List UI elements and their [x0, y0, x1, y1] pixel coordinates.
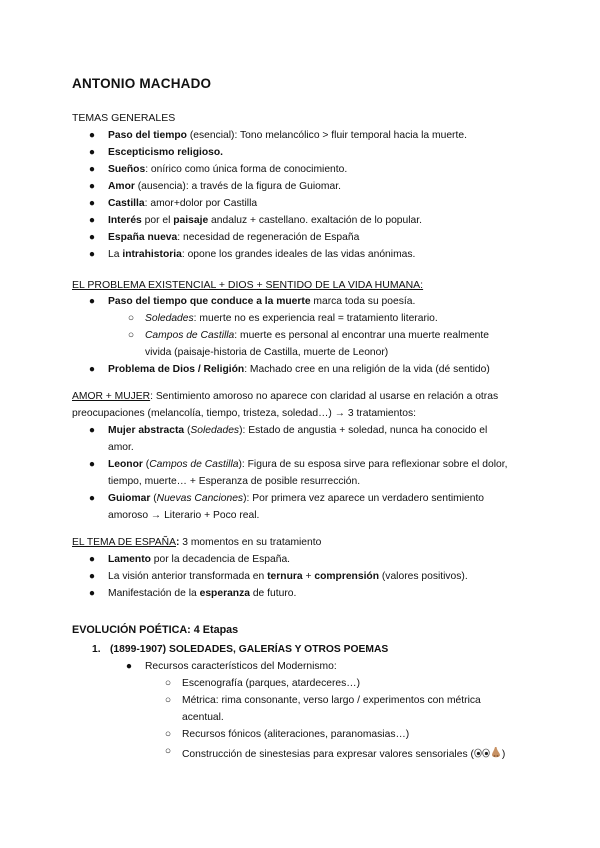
- stage-title: (1899-1907) SOLEDADES, GALERÍAS Y OTROS POEMAS: [110, 644, 389, 655]
- section-heading-espana: EL TEMA DE ESPAÑA: [72, 537, 176, 548]
- espana-intro-line: EL TEMA DE ESPAÑA: 3 momentos en su tratamiento: [72, 537, 322, 548]
- section-heading-evolucion: EVOLUCIÓN POÉTICA: 4 Etapas: [72, 624, 239, 636]
- list-subitem: Recursos fónicos (aliteraciones, paranomasias…): [182, 729, 410, 740]
- list-item: Manifestación de la esperanza de futuro.: [108, 588, 297, 599]
- bullet-icon: ●: [125, 661, 133, 672]
- bullet-icon: ●: [88, 249, 96, 260]
- section-heading-problema: EL PROBLEMA EXISTENCIAL + DIOS + SENTIDO DE LA VIDA HUMANA:: [72, 279, 424, 291]
- stage-number: 1.: [92, 644, 101, 655]
- list-item-continuation: amor.: [108, 442, 134, 453]
- list-item: Escepticismo religioso.: [108, 147, 224, 158]
- list-item: Sueños: onírico como única forma de conocimiento.: [108, 164, 348, 175]
- bullet-icon: ●: [88, 215, 96, 226]
- list-item: La visión anterior transformada en ternura + comprensión (valores positivos).: [108, 571, 468, 582]
- list-subitem: Escenografía (parques, atardeceres…): [182, 678, 360, 689]
- section-heading-amor: AMOR + MUJER: [72, 391, 151, 402]
- list-item: Lamento por la decadencia de España.: [108, 554, 291, 565]
- list-item: Leonor (Campos de Castilla): Figura de su esposa sirve para reflexionar sobre el dolor,: [108, 459, 508, 470]
- list-item-continuation: tiempo, muerte… + Esperanza de posible resurrección.: [108, 476, 361, 487]
- bullet-icon: ●: [88, 164, 96, 175]
- bullet-icon: ●: [88, 364, 96, 375]
- bullet-icon: ●: [88, 425, 96, 436]
- bullet-icon: ●: [88, 232, 96, 243]
- list-item-continuation: amoroso → Literario + Poco real.: [108, 510, 260, 521]
- list-item: Guiomar (Nuevas Canciones): Por primera vez aparece un verdadero sentimiento: [108, 493, 485, 504]
- list-subitem: Construcción de sinestesias para expresar valores sensoriales ( ): [182, 746, 505, 760]
- list-item: La intrahistoria: opone los grandes ideales de las vidas anónimas.: [108, 249, 416, 260]
- list-item: Problema de Dios / Religión: Machado cree en una religión de la vida (dé sentido): [108, 364, 490, 375]
- bullet-icon: ●: [88, 493, 96, 504]
- list-item: Castilla: amor+dolor por Castilla: [108, 198, 258, 209]
- eyes-icon: [474, 748, 490, 758]
- circle-bullet-icon: ○: [127, 330, 135, 341]
- list-subitem-continuation: vivida (paisaje-historia de Castilla, muerte de Leonor): [145, 347, 389, 358]
- amor-intro-continuation: preocupaciones (melancolía, tiempo, tristeza, soledad…) → 3 tratamientos:: [72, 408, 416, 419]
- circle-bullet-icon: ○: [164, 729, 172, 740]
- bullet-icon: ●: [88, 147, 96, 158]
- amor-intro-line: AMOR + MUJER: Sentimiento amoroso no aparece con claridad al usarse en relación a otras: [72, 391, 499, 402]
- list-item: Interés por el paisaje andaluz + castellano. exaltación de lo popular.: [108, 215, 422, 226]
- circle-bullet-icon: ○: [127, 313, 135, 324]
- bullet-icon: ●: [88, 130, 96, 141]
- list-item: Paso del tiempo que conduce a la muerte marca toda su poesía.: [108, 296, 416, 307]
- list-item: Amor (ausencia): a través de la figura de Guiomar.: [108, 181, 341, 192]
- document-title: ANTONIO MACHADO: [72, 76, 212, 91]
- list-subitem: Métrica: rima consonante, verso largo / experimentos con métrica: [182, 695, 481, 706]
- bullet-icon: ●: [88, 588, 96, 599]
- list-subitem: Campos de Castilla: muerte es personal al encontrar una muerte realmente: [145, 330, 489, 341]
- bullet-icon: ●: [88, 459, 96, 470]
- bullet-icon: ●: [88, 198, 96, 209]
- list-item: Paso del tiempo (esencial): Tono melancólico > fluir temporal hacia la muerte.: [108, 130, 467, 141]
- list-item: España nueva: necesidad de regeneración de España: [108, 232, 360, 243]
- list-subitem-continuation: acentual.: [182, 712, 224, 723]
- list-subitem: Soledades: muerte no es experiencia real = tratamiento literario.: [145, 313, 438, 324]
- bullet-icon: ●: [88, 571, 96, 582]
- list-item: Mujer abstracta (Soledades): Estado de angustia + soledad, nunca ha conocido el: [108, 425, 488, 436]
- circle-bullet-icon: ○: [164, 678, 172, 689]
- circle-bullet-icon: ○: [164, 695, 172, 706]
- bullet-icon: ●: [88, 554, 96, 565]
- bullet-icon: ●: [88, 296, 96, 307]
- list-item: Recursos característicos del Modernismo:: [145, 661, 337, 672]
- bullet-icon: ●: [88, 181, 96, 192]
- circle-bullet-icon: ○: [164, 746, 172, 757]
- section-heading-temas: TEMAS GENERALES: [72, 112, 176, 124]
- nose-icon: [490, 746, 502, 759]
